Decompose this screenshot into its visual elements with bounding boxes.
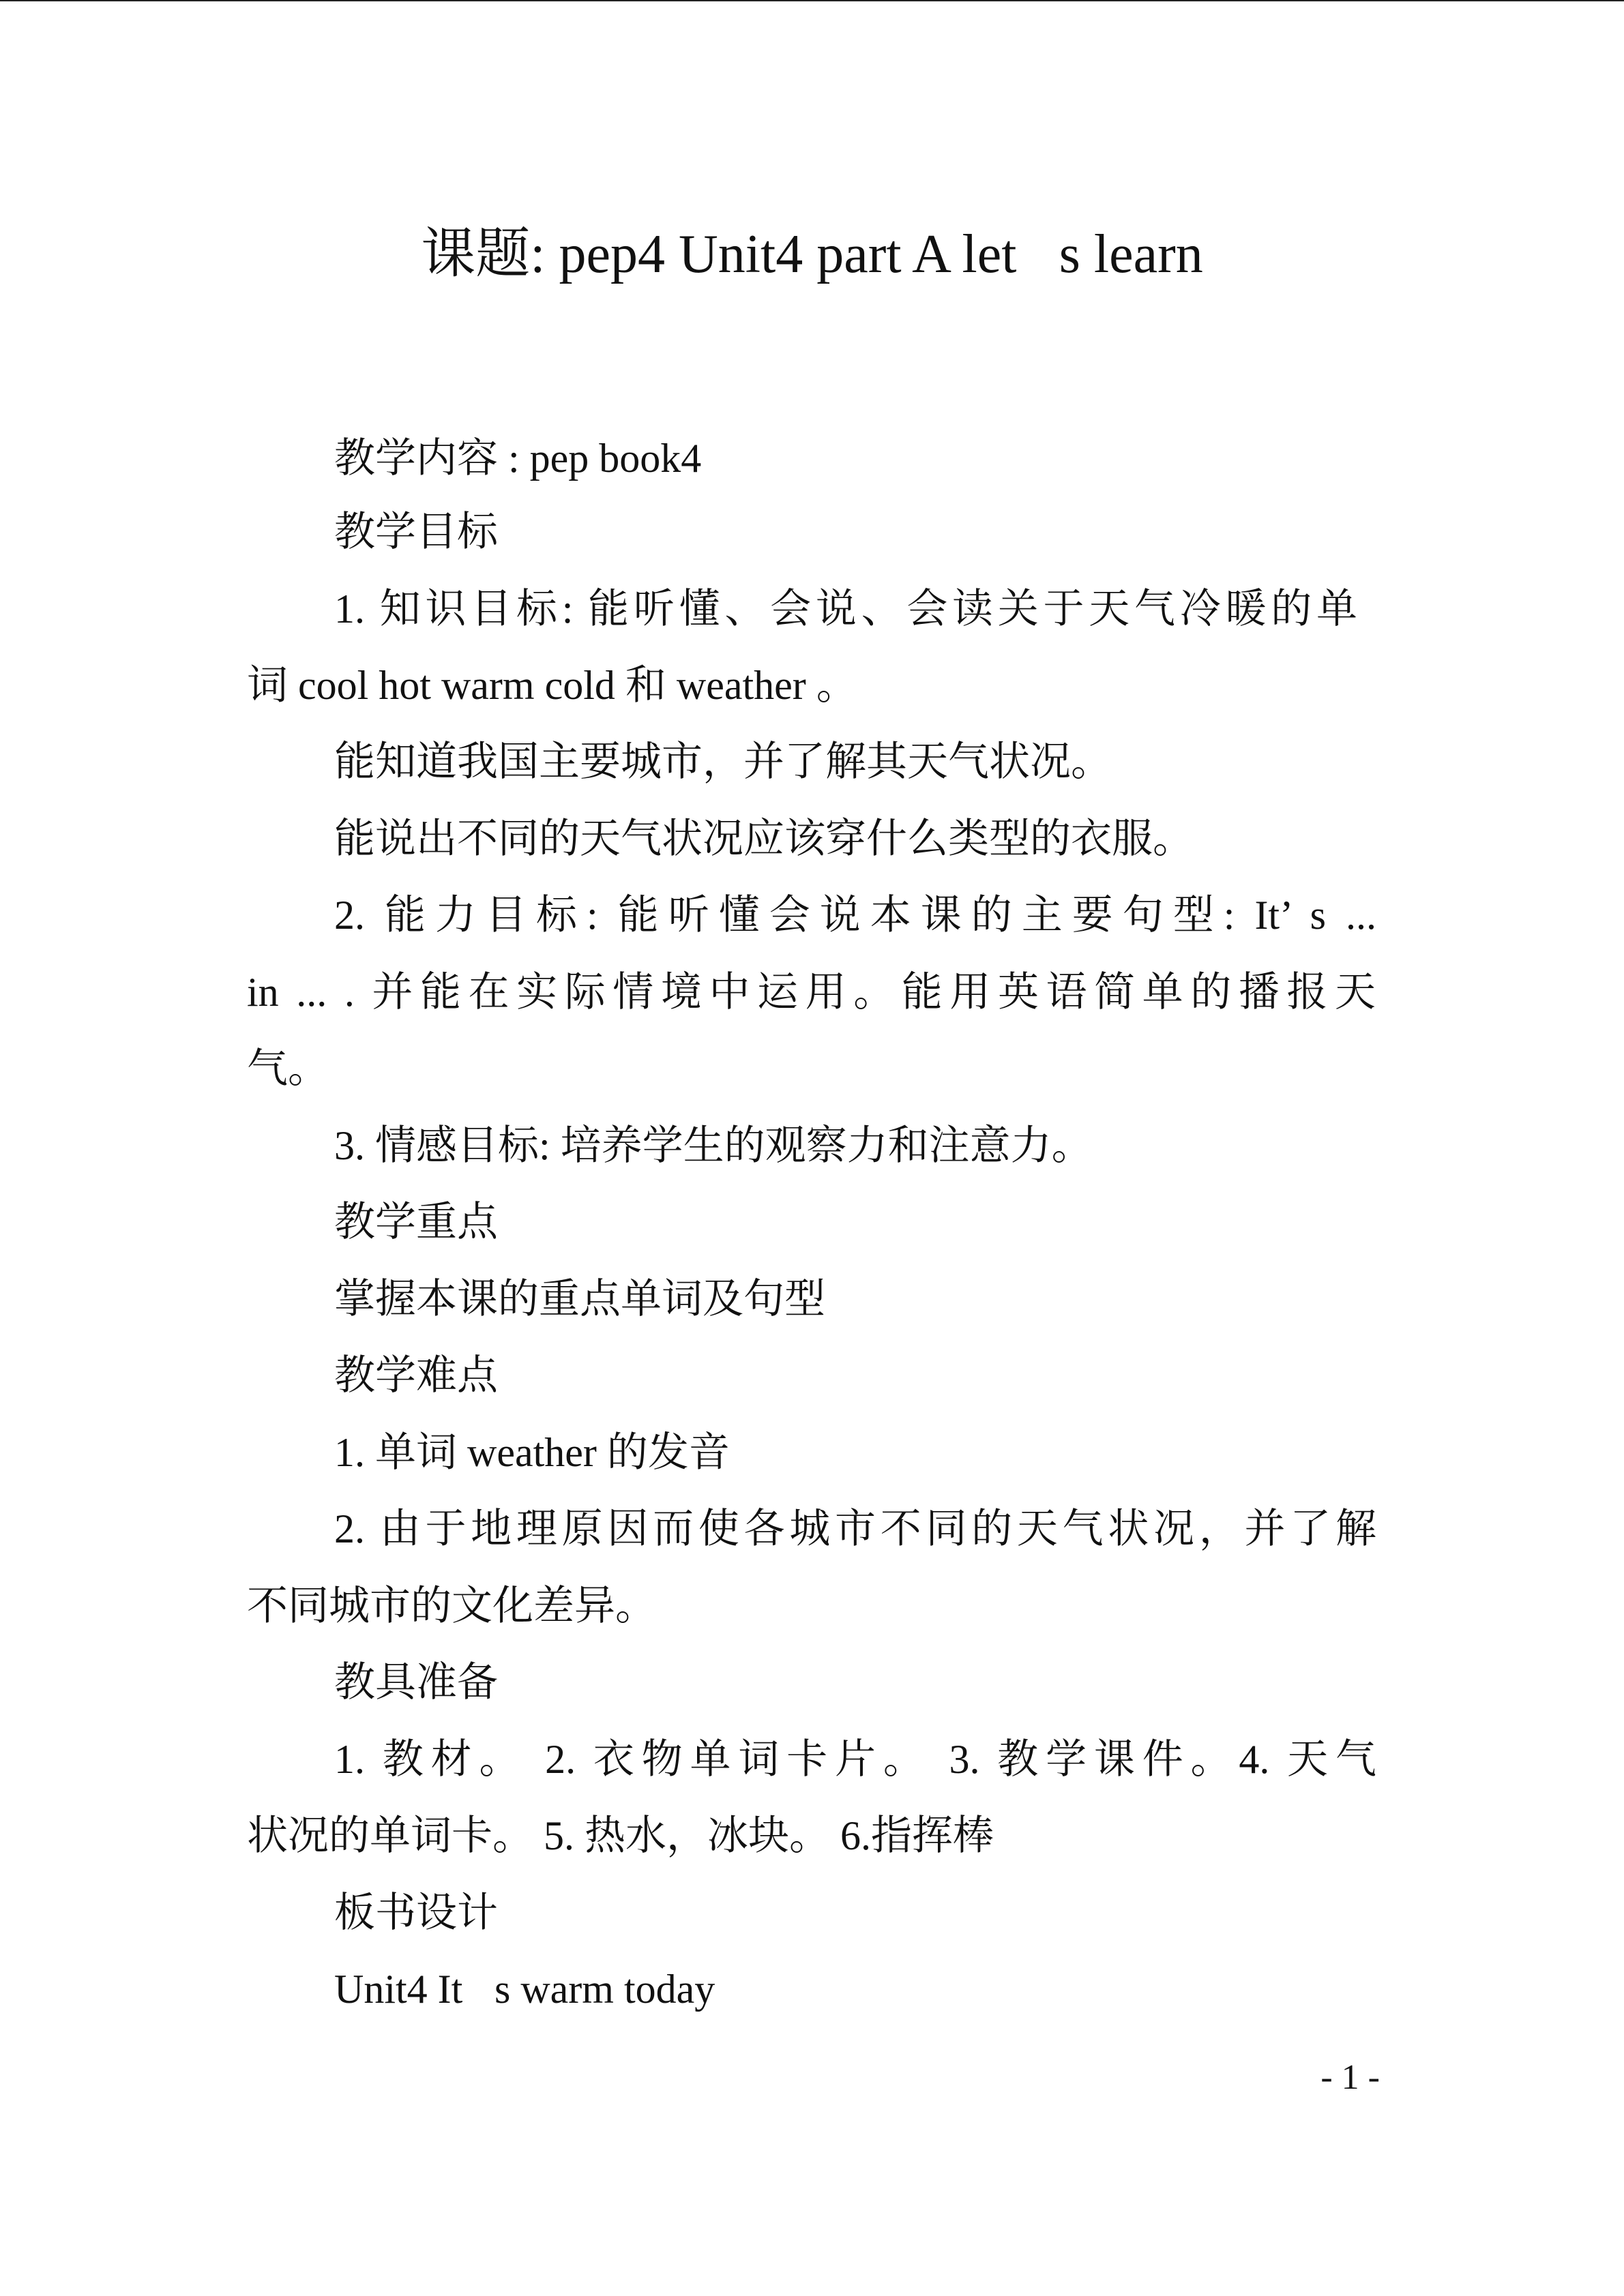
teaching-difficulties-heading: 教学难点	[334, 1353, 498, 1398]
ability-objective-line: 2. 能力目标: 能听懂会说本课的主要句型: It’ s ...	[334, 893, 1376, 938]
knowledge-objective-words-line: 词 cool hot warm cold 和 weather 。	[247, 663, 857, 708]
teaching-key-points-heading: 教学重点	[334, 1199, 498, 1244]
teaching-content-line: 教学内容 : pep book4	[334, 436, 702, 481]
key-points-content-line: 掌握本课的重点单词及句型	[334, 1277, 825, 1322]
blackboard-design-heading: 板书设计	[334, 1890, 498, 1935]
emotional-objective-line: 3. 情感目标: 培养学生的观察力和注意力。	[334, 1123, 1093, 1168]
teaching-aids-line: 1. 教材。 2. 衣物单词卡片。 3. 教学课件。4. 天气	[334, 1737, 1376, 1782]
ability-objective-continued-line: in ... . 并能在实际情境中运用。能用英语简单的播报天	[247, 970, 1376, 1015]
cities-weather-line: 能知道我国主要城市，并了解其天气状况。	[334, 739, 1112, 784]
blackboard-unit-title: Unit4 It s warm today	[334, 1967, 715, 2012]
teaching-aids-continued-line: 状况的单词卡。 5. 热水，冰块。 6.指挥棒	[247, 1813, 994, 1858]
difficulty-item-2-continued: 不同城市的文化差异。	[247, 1583, 656, 1628]
page-number: - 1 -	[1320, 2058, 1380, 2097]
top-border-line	[0, 0, 1624, 1]
document-title: 课题: pep4 Unit4 part A let s learn	[421, 224, 1203, 284]
knowledge-objective-line: 1. 知识目标: 能听懂、会说、会读关于天气冷暖的单	[334, 586, 1357, 631]
ability-objective-end-line: 气。	[247, 1046, 329, 1091]
teaching-objectives-heading: 教学目标	[334, 509, 498, 554]
difficulty-item-2: 2. 由于地理原因而使各城市不同的天气状况，并了解	[334, 1506, 1376, 1551]
teaching-aids-heading: 教具准备	[334, 1660, 498, 1705]
difficulty-item-1: 1. 单词 weather 的发音	[334, 1430, 730, 1475]
clothing-weather-line: 能说出不同的天气状况应该穿什么类型的衣服。	[334, 816, 1194, 861]
